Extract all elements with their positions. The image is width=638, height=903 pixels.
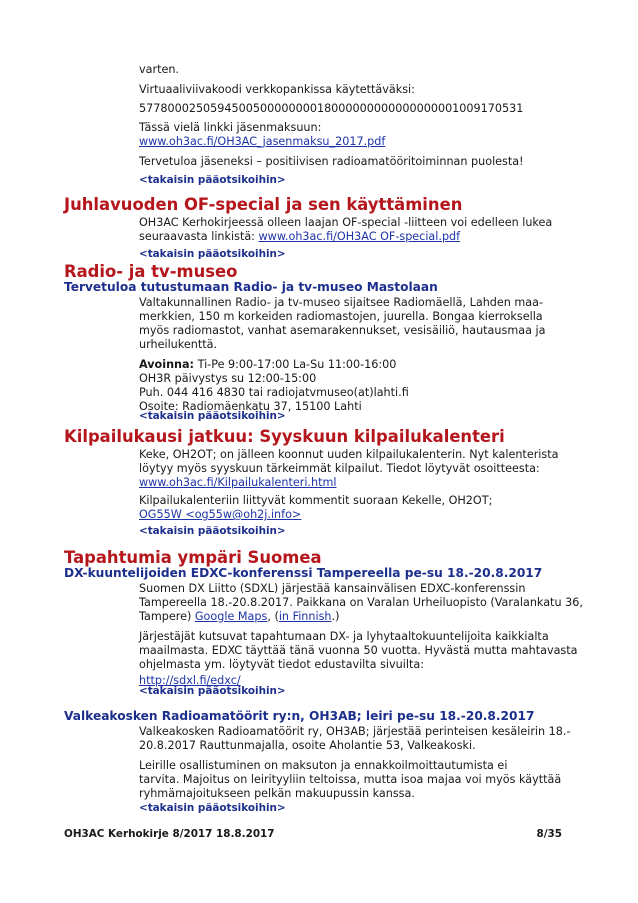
oh3ab-line-3: Leirille osallistuminen on maksuton ja ennakkoilmoittautumista ei: [139, 759, 508, 772]
contest-email-link[interactable]: OG55W <og55w@oh2j.info>: [139, 508, 302, 521]
back-to-headlines-link[interactable]: <takaisin pääotsikoihin>: [139, 802, 286, 814]
heading-radio-tv-museum: Radio- ja tv-museo: [64, 262, 238, 281]
opening-hours-label: Avoinna:: [139, 358, 195, 371]
membership-section: [139, 60, 569, 174]
back-to-headlines-link[interactable]: <takaisin pääotsikoihin>: [139, 685, 286, 697]
back-to-headlines-link[interactable]: <takaisin pääotsikoihin>: [139, 174, 286, 186]
museum-line-2: merkkien, 150 m korkeiden radiomastojen, juurella. Bongaa kierroksella: [139, 310, 543, 323]
google-maps-link[interactable]: Google Maps: [194, 610, 268, 623]
oh3ab-line-1: Valkeakosken Radioamatöörit ry, OH3AB; järjestää perinteisen kesäleirin 18.-: [139, 725, 571, 738]
edxc-line-3-suffix: .): [331, 610, 340, 623]
back-to-headlines-link[interactable]: <takaisin pääotsikoihin>: [139, 410, 286, 422]
membership-fee-link[interactable]: www.oh3ac.fi/OH3AC_jasenmaksu_2017.pdf: [139, 135, 386, 148]
membership-line-4: Tässä vielä linkki jäsenmaksuun:: [139, 121, 322, 134]
of-special-link[interactable]: www.oh3ac.fi/OH3AC OF-special.pdf: [258, 230, 461, 243]
museum-phone: Puh. 044 416 4830 tai radiojatvmuseo(at)lahti.fi: [139, 386, 409, 399]
edxc-line-3: Tampere): [139, 610, 195, 623]
membership-line-2: Virtuaaliviivakoodi verkkopankissa käytettäväksi:: [139, 83, 415, 96]
museum-line-4: urheilukenttä.: [139, 338, 218, 351]
oh3ab-line-4: tarvita. Majoitus on leirityyliin teltoissa, mutta isoa majaa voi myös käyttää: [139, 773, 562, 786]
edxc-link[interactable]: http://sdxl.fi/edxc/: [139, 674, 241, 687]
subheading-edxc: DX-kuuntelijoiden EDXC-konferenssi Tampereella pe-su 18.-20.8.2017: [64, 566, 543, 580]
in-finnish-link[interactable]: in Finnish: [278, 610, 332, 623]
subheading-oh3ab-camp: Valkeakosken Radioamatöörit ry:n, OH3AB; leiri pe-su 18.-20.8.2017: [64, 709, 535, 723]
museum-address: Osoite: Radiomäenkatu 37, 15100 Lahti: [139, 400, 362, 413]
edxc-line-4: Järjestäjät kutsuvat tapahtumaan DX- ja lyhytaaltokuuntelijoita kaikkialta: [139, 630, 549, 643]
contest-line-3: Kilpailukalenteriin liittyvät kommentit suoraan Kekelle, OH2OT;: [139, 494, 493, 507]
edxc-line-3-mid: , (: [267, 610, 279, 623]
opening-hours: Ti-Pe 9:00-17:00 La-Su 11:00-16:00: [194, 358, 397, 371]
back-to-headlines-link[interactable]: <takaisin pääotsikoihin>: [139, 525, 286, 537]
membership-line-1: varten.: [139, 63, 179, 76]
contest-line-1: Keke, OH2OT; on jälleen koonnut uuden kilpailukalenterin. Nyt kalenterista: [139, 448, 559, 461]
heading-of-special: Juhlavuoden OF-special ja sen käyttäminen: [64, 195, 463, 214]
membership-welcome: Tervetuloa jäseneksi – positiivisen radioamatööritoiminnan puolesta!: [139, 155, 524, 168]
edxc-line-2: Tampereella 18.-20.8.2017. Paikkana on Varalan Urheiluopisto (Varalankatu 36,: [139, 596, 583, 609]
edxc-line-6: ohjelmasta ym. löytyvät tiedot edustavilta sivuilta:: [139, 658, 424, 671]
subheading-mastola: Tervetuloa tutustumaan Radio- ja tv-museo Mastolaan: [64, 280, 438, 294]
museum-line-3: myös radiomastot, vanhat asemarakennukset, vesisäiliö, hautausmaa ja: [139, 324, 546, 337]
heading-contest-calendar: Kilpailukausi jatkuu: Syyskuun kilpailukalenteri: [64, 427, 505, 446]
contest-line-2: löytyy myös syyskuun tärkeimmät kilpailut. Tiedot löytyvät osoitteesta:: [139, 462, 540, 475]
edxc-line-1: Suomen DX Liitto (SDXL) järjestää kansainvälisen EDXC-konferenssin: [139, 582, 526, 595]
oh3ab-line-5: ryhmämajoitukseen pelkän makuupussin kanssa.: [139, 787, 415, 800]
oh3ab-line-2: 20.8.2017 Rauttunmajalla, osoite Aholantie 53, Valkeakoski.: [139, 739, 476, 752]
virtual-barcode: 577800025059450050000000018000000000000000001009170531: [139, 102, 524, 115]
footer-newsletter-issue: OH3AC Kerhokirje 8/2017 18.8.2017: [64, 828, 275, 840]
back-to-headlines-link[interactable]: <takaisin pääotsikoihin>: [139, 248, 286, 260]
heading-events: Tapahtumia ympäri Suomea: [64, 548, 322, 567]
edxc-line-5: maailmasta. EDXC täyttää tänä vuonna 50 vuotta. Hyvästä mutta mahtavasta: [139, 644, 578, 657]
of-special-line-2: seuraavasta linkistä:: [139, 230, 259, 243]
footer-page-number: 8/35: [536, 828, 562, 840]
oh3r-duty: OH3R päivystys su 12:00-15:00: [139, 372, 317, 385]
museum-line-1: Valtakunnallinen Radio- ja tv-museo sijaitsee Radiomäellä, Lahden maa-: [139, 296, 544, 309]
of-special-line-1: OH3AC Kerhokirjeessä olleen laajan OF-special -liitteen voi edelleen lukea: [139, 216, 553, 229]
contest-calendar-link[interactable]: www.oh3ac.fi/Kilpailukalenteri.html: [139, 476, 337, 489]
